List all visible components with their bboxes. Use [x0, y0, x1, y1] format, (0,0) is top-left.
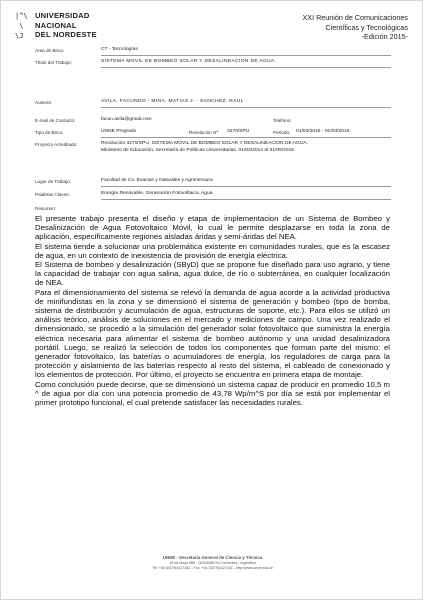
footer-line-1: UNNE - Secretaría General de Ciencia y Técnica — [162, 555, 263, 560]
resolution-value: 3270/SPU — [227, 129, 250, 134]
resolution-label: Resolución Nº: — [189, 130, 220, 135]
area-rule — [101, 55, 391, 56]
summary-paragraph: Como conclusión puede decirse, que se dimensionó un sistema capaz de producir en promedio 10,5 m ^ de agua por día con una potencia promedio de 43,78 Wp/m^S por día se está por implementar el primer prototipo funcional, el cual pretende satisfacer las necesidades rurales. — [35, 379, 390, 408]
footer-line-3: Tel: +54 (0379)4427181 - Fax: +54 (0379)4427181 - http://www.unne.edu.ar — [152, 566, 273, 570]
project-label: Proyecto Acreditado: — [35, 142, 78, 147]
title-label: Título del Trabajo: — [35, 60, 72, 65]
place-value: Facultad de Cs. Exactas y Naturales y Agrimensura — [101, 178, 213, 183]
logo-line-3: DEL NORDESTE — [35, 30, 97, 40]
place-rule — [101, 186, 391, 187]
place-label: Lugar de Trabajo: — [35, 179, 72, 184]
beca-type-label: Tipo de Beca: — [35, 130, 64, 135]
logo-line-2: NACIONAL — [35, 20, 77, 30]
keywords-rule — [101, 199, 391, 200]
project-line-1: Resolución 3270/SPU, SISTEMA MOVIL DE BOMBEO SOLAR Y DESALINEACION DE AGUA, — [101, 141, 309, 146]
summary-paragraph: El presente trabajo presenta el diseño y etapa de implementacion de un Sistema de Bombeo y Desalinización de Agua Fotovoltaico Móvil, lo cual le permite desplazarse en toda la zona de aplicación, específicamente regiones aisladas áridas y semi-áridas del NEA. — [35, 214, 390, 242]
keywords-label: Palabras Claves: — [35, 192, 70, 197]
summary-paragraph: Para el dimensionamiento del sistema se relevó la demanda de agua acorde a la actividad productiva de minifundistas en la zona y se dimensionó el sistema de generación y bombeo (tipo de bomba, sistema de distribución y acumulación de agua, estructuras de soporte, etc.). Para ellos se utilizó un análisis teórico, análisis de soluciones en el mercado y mediciones de campo. Una vez realizado el dimensionado, se procedió a la simulación del generador solar fotovoltaico que suministra la energía eléctrica necesaria para alimentar el sistema de bombeo autónomo y una unidad desalinizadora portátil. Luego, se realizó la selección de todos los componentes que forman parte del mismo: el generador fotovoltaico, las baterías o acumuladores de energía, los reguladores de carga para la protección y aislamiento de las baterías respecto al resto del sistema, el cableado de conexionado y los elementos de protección. Por último, el proyecto se encuentra en primera etapa de montaje. — [35, 287, 390, 380]
project-line-2: Ministerio de Educación, Secretaría de Políticas Universitarias. 01/03/2014 al 31/09/2015 — [101, 148, 295, 153]
email-label: E-mail de Contacto: — [35, 118, 76, 123]
event-line-3: -Edición 2015- — [361, 32, 408, 41]
event-line-1: XXI Reunión de Comunicaciones — [302, 13, 408, 22]
university-name — [35, 11, 97, 41]
authors-value: AVILA, FACUNDO - MINA, MATIAS J. - SANCHEZ, RAUL — [101, 99, 244, 104]
beca-type-value: UNNE Pregrado — [101, 129, 137, 134]
title-rule — [101, 67, 391, 68]
page-footer — [1, 555, 423, 571]
logo-line-1: UNIVERSIDAD — [35, 11, 90, 20]
title-value: SISTEMA MOVIL DE BOMBEO SOLAR Y DESALINEACION DE AGUA. — [101, 59, 277, 64]
logo-mark-icon: |^\ \ \J — [15, 12, 28, 40]
footer-line-2: 25 de Mayo 868 - (W3400BCH) Corrientes - Argentina — [169, 561, 256, 565]
period-label: Período: — [273, 130, 291, 135]
phone-label: Teléfono: — [273, 118, 292, 123]
summary-paragraph: El Sistema de bombeo y desalinización (SByD) que se propone fue diseñado para uso agrario, y tiene la capacidad de trabajar con agua salina, agua dulce, de río o subterránea, en cualquier localización de NEA. — [35, 260, 390, 288]
beca-rule — [101, 137, 391, 138]
university-logo — [15, 11, 97, 41]
event-title — [303, 13, 408, 42]
period-value: 01/03/2015 - 01/03/2016 — [296, 129, 350, 134]
event-line-2: Científicas y Tecnológicas — [325, 22, 408, 32]
area-label: Area de Beca: — [35, 48, 65, 53]
authors-label: Autores: — [35, 100, 53, 105]
area-value: CT - Tecnologías — [101, 47, 138, 52]
summary-paragraph: El sistema tiende a solucionar una problemática existente en comunidades rurales, que es la escasez de agua, en un contexto de inexistencia de provisión de energía eléctrica. — [35, 241, 390, 260]
email-value[interactable]: facun.avila@gmail.com — [101, 117, 152, 122]
keywords-value: Energía Renovable, Generación Fotovoltaica, Agua — [101, 191, 213, 196]
authors-rule — [101, 107, 391, 108]
summary-label: Resumen: — [35, 206, 56, 211]
summary-body — [35, 214, 390, 407]
